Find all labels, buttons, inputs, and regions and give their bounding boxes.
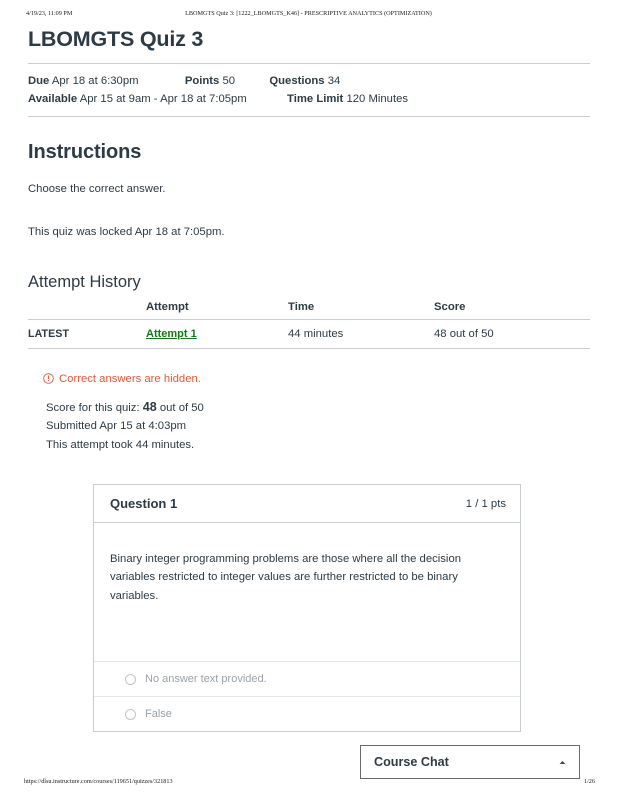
question-header (94, 485, 520, 523)
page-title: LBOMGTS Quiz 3 (28, 27, 204, 51)
divider-meta-bottom (28, 116, 590, 117)
due-label: Due (28, 74, 50, 87)
correct-answers-hidden-notice (43, 373, 590, 385)
spacer (28, 198, 590, 225)
score-details (43, 397, 590, 454)
submitted-line: Submitted Apr 15 at 4:03pm (46, 420, 187, 433)
attempt-link-cell (146, 319, 288, 348)
answer-option[interactable] (94, 661, 520, 696)
questions-label: Questions (269, 74, 325, 87)
quiz-results-summary (28, 373, 590, 454)
instructions-line-2: This quiz was locked Apr 18 at 7:05pm. (28, 226, 225, 239)
course-chat-panel[interactable] (360, 745, 580, 779)
instructions-line-1: Choose the correct answer. (28, 183, 166, 196)
instructions-heading: Instructions (28, 141, 142, 164)
score-value: 48 (142, 399, 157, 414)
attempt-latest-badge: LATEST (28, 327, 70, 340)
attempt-duration-line: This attempt took 44 minutes. (46, 438, 195, 451)
quiz-meta (28, 64, 590, 117)
column-header-attempt: Attempt (146, 300, 189, 313)
question-body (94, 523, 520, 661)
answer-option-label: No answer text provided. (145, 673, 267, 685)
radio-button-icon[interactable] (125, 674, 136, 685)
column-header-blank (28, 301, 146, 320)
correct-answers-hidden-text: Correct answers are hidden. (59, 372, 201, 385)
attempt-1-link[interactable]: Attempt 1 (146, 327, 197, 340)
score-prefix: Score for this quiz: (46, 401, 143, 414)
score-for-quiz-line (46, 397, 590, 417)
print-footer (0, 778, 617, 790)
points-label: Points (184, 74, 220, 87)
print-header-timestamp: 4/19/23, 11:09 PM (26, 10, 73, 17)
column-header-time: Time (288, 300, 315, 313)
table-row (28, 319, 590, 348)
spacer (28, 241, 590, 273)
question-card (93, 484, 521, 732)
attempt-history-table (28, 301, 590, 349)
radio-button-icon[interactable] (125, 709, 136, 720)
score-suffix: out of 50 (156, 401, 204, 414)
time-limit-value: 120 Minutes (346, 92, 409, 105)
attempt-history-table-body (28, 319, 590, 348)
print-footer-url: https://dlsu.instructure.com/courses/119651/quizzes/321813 (24, 778, 173, 785)
question-name: Question 1 (110, 496, 178, 511)
available-label: Available (28, 92, 78, 105)
time-limit-label: Time Limit (287, 92, 344, 105)
attempt-history-heading: Attempt History (28, 272, 141, 291)
points-value: 50 (222, 74, 236, 87)
spacer (28, 164, 590, 182)
chevron-up-icon[interactable] (558, 758, 567, 767)
exclamation-circle-icon (43, 373, 54, 384)
quiz-meta-row-1 (28, 72, 590, 90)
attempt-time-cell: 44 minutes (288, 327, 344, 340)
print-header (0, 10, 617, 22)
quiz-meta-row-2 (28, 90, 590, 108)
answer-option-label: False (145, 708, 172, 720)
due-value: Apr 18 at 6:30pm (51, 74, 139, 87)
questions-value: 34 (327, 74, 341, 87)
column-header-score: Score (434, 300, 466, 313)
attempt-history-table-head (28, 301, 590, 320)
course-chat-header[interactable] (361, 746, 579, 778)
table-header-row (28, 301, 590, 320)
attempt-score-cell: 48 out of 50 (434, 327, 494, 340)
print-header-document-title: LBOMGTS Quiz 3: [1222_LBOMGTS_K46] - PRESCRIPTIVE ANALYTICS (OPTIMIZATION) (185, 10, 432, 17)
answer-list (94, 661, 520, 731)
answer-option[interactable] (94, 696, 520, 731)
question-points: 1 / 1 pts (465, 497, 506, 510)
course-chat-title: Course Chat (374, 755, 449, 769)
page-content (28, 28, 590, 454)
print-footer-page-number: 1/26 (583, 778, 595, 785)
question-text: Binary integer programming problems are those where all the decision variables restricted to integer values are further restricted to be binary variables. (110, 553, 462, 602)
available-value: Apr 15 at 9am - Apr 18 at 7:05pm (79, 92, 247, 105)
